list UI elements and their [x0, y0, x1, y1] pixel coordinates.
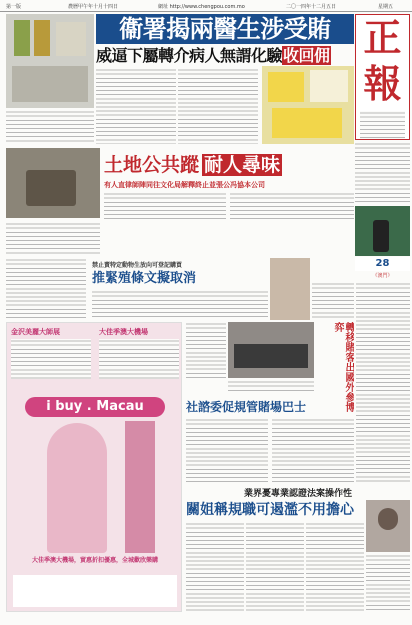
- speaker-head: [378, 508, 398, 530]
- side-column-text: [356, 282, 410, 482]
- story3-intro: 禁止賣特定動物生放向可登記購買: [92, 262, 183, 269]
- shrine-photo: [6, 148, 100, 218]
- documents: [12, 66, 88, 102]
- banknote-stack: [14, 20, 30, 56]
- banknote-stack: [34, 20, 50, 56]
- story4-text-c: [272, 418, 354, 482]
- ad-footer: 大佳季澳大機場，實惠折扣優惠，全城歡欣樂購: [31, 557, 158, 564]
- side-photo: [270, 258, 310, 320]
- masthead-info: [360, 111, 405, 139]
- lead-subhead-a: 威逼下屬轉介病人無謂化驗: [96, 46, 283, 65]
- documents-photo: [262, 66, 354, 144]
- story5-text-a: [186, 522, 244, 612]
- lead-subhead-b: 收回佣: [283, 46, 330, 65]
- side-headline: 轉移賭客出國外參博弈: [332, 322, 354, 412]
- site-url: 網址 http://www.chengpou.com.mo: [158, 4, 245, 10]
- contents-box: [355, 142, 410, 202]
- lead-subhead: [96, 45, 354, 67]
- form-paper: [310, 70, 348, 102]
- hotline-number: 28: [355, 257, 410, 271]
- people: [234, 344, 308, 368]
- ad-left-title: 金沢美麗大師展: [11, 327, 60, 336]
- tower-illustration: [125, 421, 155, 553]
- sponsor-logos: [13, 575, 177, 607]
- page-header: [0, 0, 412, 12]
- lunar-date: 農曆甲午年十月十四日: [68, 4, 119, 10]
- speaker-photo: [366, 500, 410, 552]
- story4-text-b: [186, 418, 268, 482]
- story3-text: [92, 290, 268, 320]
- hotline-label: 《澳門》: [372, 273, 393, 279]
- story2-text3: [6, 222, 100, 256]
- ad-left-text: [11, 339, 91, 379]
- story5-text-c: [306, 522, 364, 612]
- story2-subhead: 有人直律師陣同往文化局解釋終止並張公冯協本公司: [104, 180, 265, 189]
- story2-headline-b: 耐人尋味: [204, 154, 281, 176]
- masthead: [355, 14, 410, 140]
- story4-text-a: [186, 322, 226, 380]
- story2-text1: [104, 192, 226, 222]
- meeting-caption: [228, 380, 314, 394]
- story5-text-b: [246, 522, 304, 612]
- story5-subhead: 業界憂專業認證法案操作性: [243, 489, 352, 498]
- lead-text-col1: [96, 68, 176, 144]
- masthead-char2: 報: [363, 61, 402, 106]
- story5-text-d: [366, 554, 410, 612]
- side-text: [312, 282, 354, 320]
- envelope: [56, 22, 86, 56]
- masthead-char1: 正: [363, 15, 402, 60]
- meeting-photo: [228, 322, 314, 378]
- ad-right-title: 大佳季澳大機場: [99, 327, 148, 336]
- couple-illustration: [47, 423, 107, 553]
- story2-text2: [230, 192, 354, 222]
- story4-headline: 社諮委促規管賭場巴士: [186, 400, 307, 414]
- advertisement: [6, 322, 182, 612]
- date: 二〇一四年十二月五日: [286, 4, 337, 10]
- page-label: 第一版: [6, 4, 22, 10]
- story2-headline: [104, 152, 354, 178]
- shrine: [26, 170, 76, 206]
- traffic-light-icon: [373, 220, 389, 252]
- photo-caption: [6, 110, 94, 144]
- ad-brand: i buy . Macau: [25, 397, 165, 417]
- story3-headline: 推緊殖條文擬取消: [92, 271, 197, 286]
- story5-headline: 關姐稱規職可遏濫不用擔心: [186, 502, 354, 518]
- lead-text-col2: [178, 68, 258, 144]
- lead-photo: [6, 14, 94, 108]
- ad-right-text: [99, 339, 179, 379]
- story2-headline-a: 土地公共蹤: [104, 154, 200, 176]
- weekday: 星期五: [378, 4, 394, 10]
- side-promo: [355, 206, 410, 256]
- lead-headline: 衞署揭兩醫生涉受賄: [96, 14, 354, 44]
- form-paper: [268, 72, 304, 102]
- form-paper: [272, 108, 342, 138]
- story3-left-text: [6, 258, 86, 320]
